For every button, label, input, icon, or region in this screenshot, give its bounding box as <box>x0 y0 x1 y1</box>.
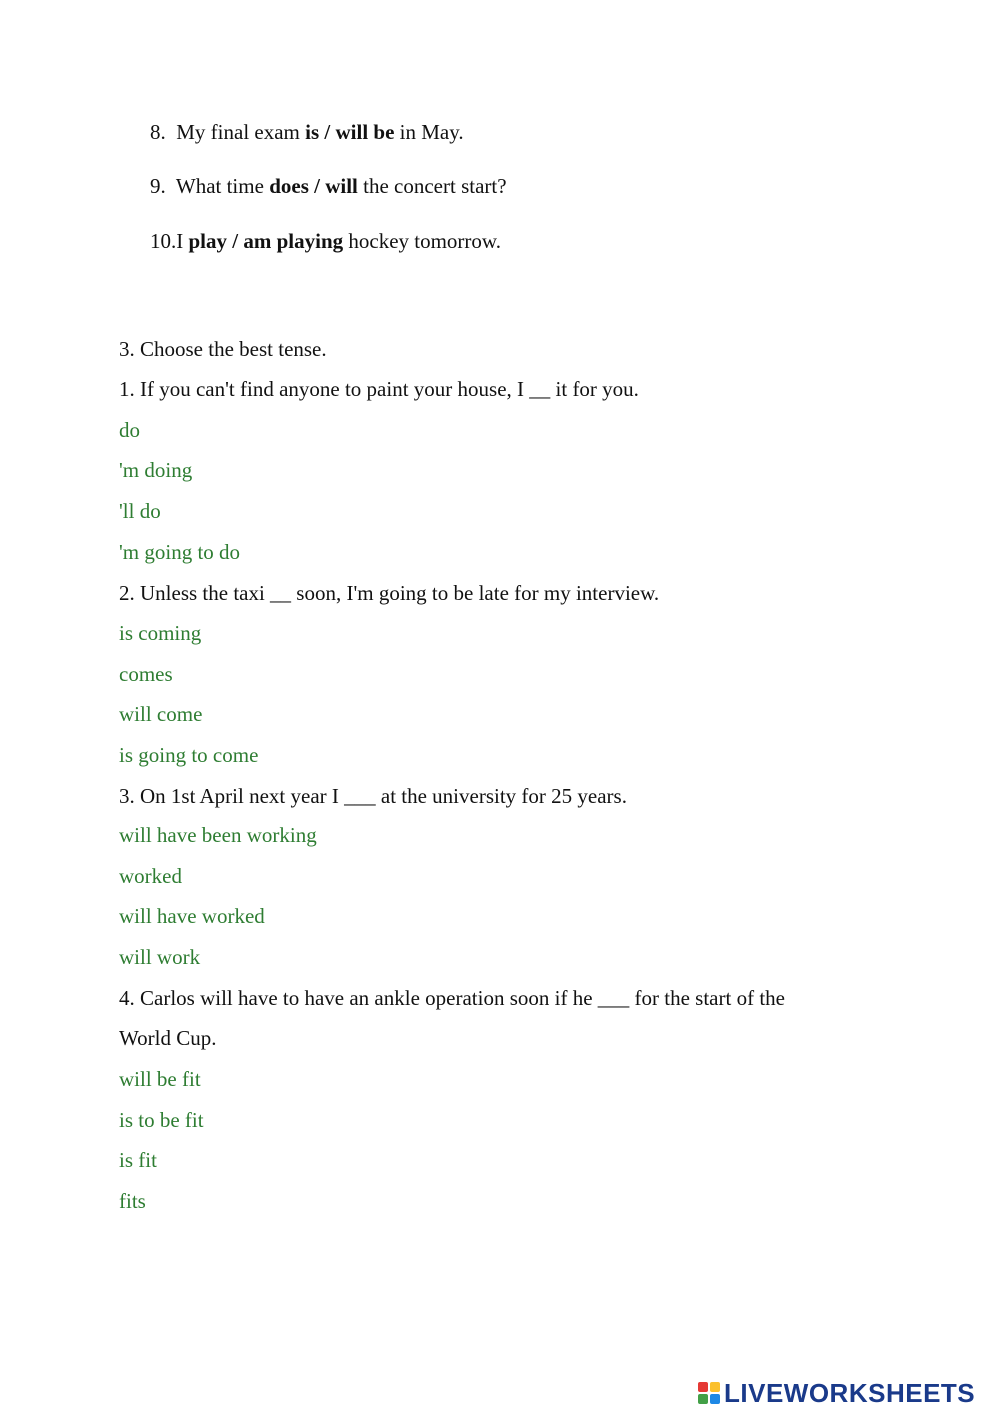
item-text: hockey tomorrow. <box>343 229 501 253</box>
item-text: I <box>176 229 189 253</box>
logo-square-green <box>698 1394 708 1404</box>
choice-text: is / will be <box>305 120 395 144</box>
logo-square-red <box>698 1382 708 1392</box>
question-1: 1. If you can't find anyone to paint your house, I __ it for you. <box>119 377 639 401</box>
option-1a[interactable]: do <box>119 418 140 442</box>
option-4b[interactable]: is to be fit <box>119 1108 204 1132</box>
item-8 <box>150 119 464 145</box>
item-text: the concert start? <box>357 174 507 198</box>
option-1c[interactable]: 'll do <box>119 499 161 523</box>
option-2b[interactable]: comes <box>119 662 173 686</box>
item-9 <box>150 173 507 199</box>
option-3b[interactable]: worked <box>119 864 182 888</box>
option-3c[interactable]: will have worked <box>119 904 265 928</box>
option-2a[interactable]: is coming <box>119 621 202 645</box>
item-number: 10. <box>150 229 177 253</box>
option-4d[interactable]: fits <box>119 1189 146 1213</box>
question-2: 2. Unless the taxi __ soon, I'm going to be late for my interview. <box>119 581 660 605</box>
liveworksheets-logo <box>698 1378 975 1408</box>
choice-text: play / am playing <box>188 229 344 253</box>
option-3d[interactable]: will work <box>119 945 201 969</box>
question-3: 3. On 1st April next year I ___ at the university for 25 years. <box>119 784 627 808</box>
item-text: My final exam <box>176 120 306 144</box>
option-4a[interactable]: will be fit <box>119 1067 201 1091</box>
section-title: 3. Choose the best tense. <box>119 337 327 361</box>
option-4c[interactable]: is fit <box>119 1148 157 1172</box>
item-text: What time <box>175 174 270 198</box>
logo-square-yellow <box>710 1382 720 1392</box>
item-text: in May. <box>394 120 464 144</box>
option-1d[interactable]: 'm going to do <box>119 540 241 564</box>
option-2d[interactable]: is going to come <box>119 743 259 767</box>
item-number: 9. <box>150 174 166 198</box>
choice-text: does / will <box>269 174 358 198</box>
logo-square-blue <box>710 1394 720 1404</box>
option-1b[interactable]: 'm doing <box>119 458 193 482</box>
option-3a[interactable]: will have been working <box>119 823 317 847</box>
logo-grid-icon <box>698 1382 720 1404</box>
question-4-line-1: 4. Carlos will have to have an ankle operation soon if he ___ for the start of the <box>119 986 785 1010</box>
item-10 <box>150 228 501 254</box>
item-number: 8. <box>150 120 166 144</box>
logo-text: LIVEWORKSHEETS <box>724 1377 976 1408</box>
question-4-line-2: World Cup. <box>119 1026 217 1050</box>
option-2c[interactable]: will come <box>119 702 203 726</box>
